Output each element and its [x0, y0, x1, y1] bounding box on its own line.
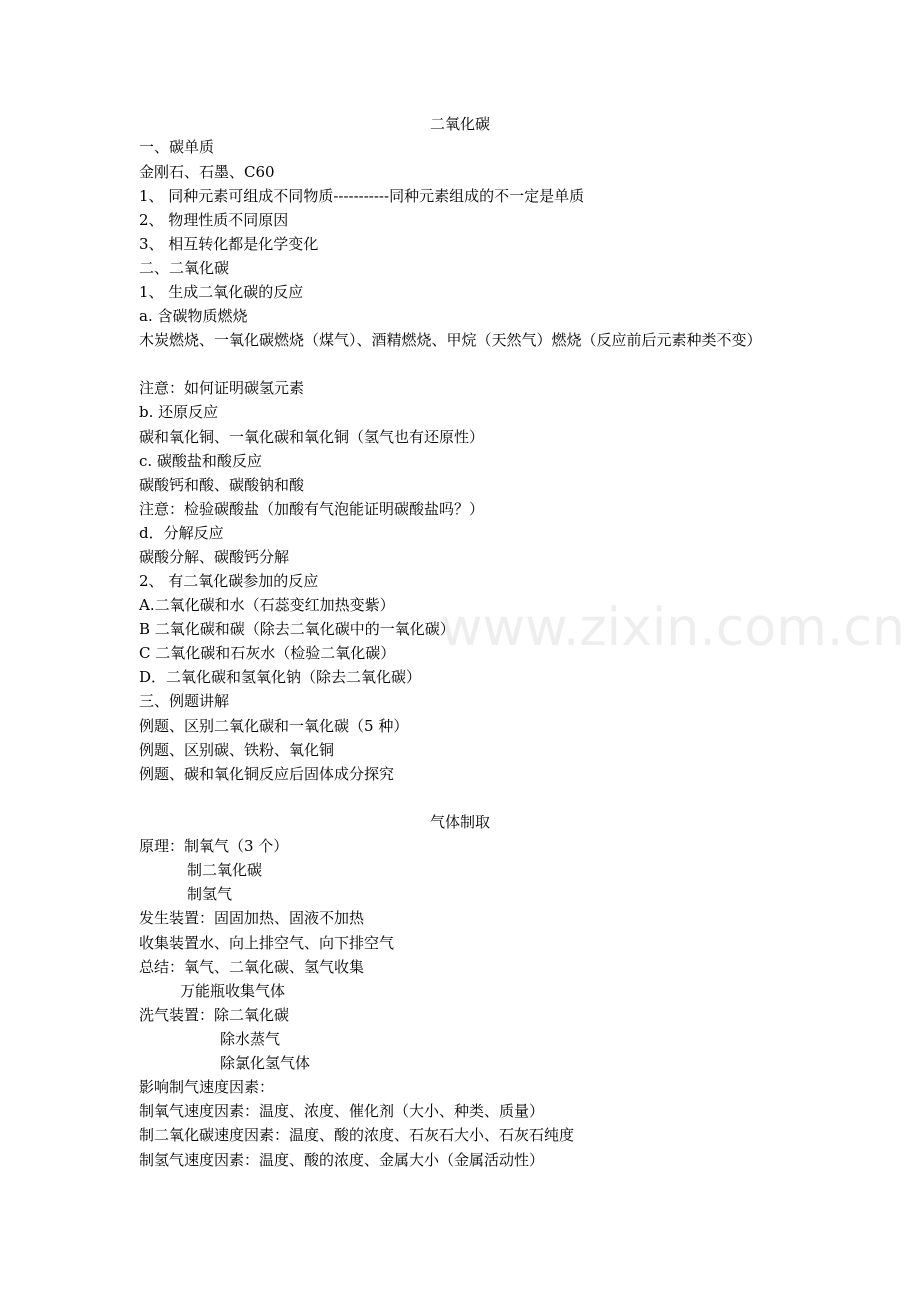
text-line: 注意：检验碳酸盐（加酸有气泡能证明碳酸盐吗？）: [139, 500, 485, 518]
text-line: 制氧气速度因素：温度、浓度、催化剂（大小、种类、质量）: [139, 1102, 545, 1120]
text-line: 制二氧化碳速度因素：温度、酸的浓度、石灰石大小、石灰石纯度: [139, 1126, 575, 1144]
text-line: 除氯化氢气体: [220, 1054, 311, 1072]
text-line: 收集装置水、向上排空气、向下排空气: [139, 934, 395, 952]
text-line: 碳酸分解、碳酸钙分解: [139, 548, 290, 566]
text-line: 原理：制氧气（3 个）: [139, 837, 289, 855]
text-line: 总结：氧气、二氧化碳、氢气收集: [139, 958, 365, 976]
text-line: B 二氧化碳和碳（除去二氧化碳中的一氧化碳）: [139, 620, 455, 638]
text-line: 碳酸钙和酸、碳酸钠和酸: [139, 476, 305, 494]
text-line: 制氢气速度因素：温度、酸的浓度、金属大小（金属活动性）: [139, 1151, 545, 1169]
text-line: 注意：如何证明碳氢元素: [139, 379, 305, 397]
text-line: b. 还原反应: [139, 403, 219, 421]
section-title: 气体制取: [429, 813, 490, 831]
text-line: 3、 相互转化都是化学变化: [139, 235, 319, 253]
text-line: 例题、碳和氧化铜反应后固体成分探究: [139, 765, 395, 783]
text-line: 碳和氧化铜、一氧化碳和氧化铜（氢气也有还原性）: [139, 428, 485, 446]
text-line: 一、碳单质: [139, 138, 215, 156]
text-line: 2、 有二氧化碳参加的反应: [139, 572, 319, 590]
text-line: C 二氧化碳和石灰水（检验二氧化碳）: [139, 644, 396, 662]
text-line: 1、 生成二氧化碳的反应: [139, 283, 304, 301]
text-line: 木炭燃烧、一氧化碳燃烧（煤气）、酒精燃烧、甲烷（天然气）燃烧（反应前后元素种类不变）: [139, 331, 762, 349]
text-line: d．分解反应: [139, 524, 224, 542]
text-line: 二、二氧化碳: [139, 259, 230, 277]
text-line: 洗气装置：除二氧化碳: [139, 1006, 290, 1024]
text-line: 制二氧化碳: [187, 861, 263, 879]
text-line: 除水蒸气: [220, 1030, 281, 1048]
text-line: a. 含碳物质燃烧: [139, 307, 248, 325]
text-line: 万能瓶收集气体: [180, 982, 286, 1000]
text-line: 1、 同种元素可组成不同物质-----------同种元素组成的不一定是单质: [139, 187, 585, 205]
section-title: 二氧化碳: [429, 115, 490, 133]
text-line: 例题、区别碳、铁粉、氧化铜: [139, 741, 335, 759]
text-line: D．二氧化碳和氢氧化钠（除去二氧化碳）: [139, 668, 422, 686]
text-line: 金刚石、石墨、C60: [139, 163, 275, 181]
text-line: A.二氧化碳和水（石蕊变红加热变紫）: [139, 596, 395, 614]
text-line: 三、例题讲解: [139, 692, 230, 710]
text-line: 2、 物理性质不同原因: [139, 211, 289, 229]
text-line: 发生装置：固固加热、固液不加热: [139, 909, 365, 927]
text-line: 例题、区别二氧化碳和一氧化碳（5 种）: [139, 717, 409, 735]
text-line: 制氢气: [187, 885, 233, 903]
text-line: 影响制气速度因素：: [139, 1078, 275, 1096]
watermark: www.zixin.com.cn: [440, 598, 905, 658]
text-line: c. 碳酸盐和酸反应: [139, 452, 262, 470]
